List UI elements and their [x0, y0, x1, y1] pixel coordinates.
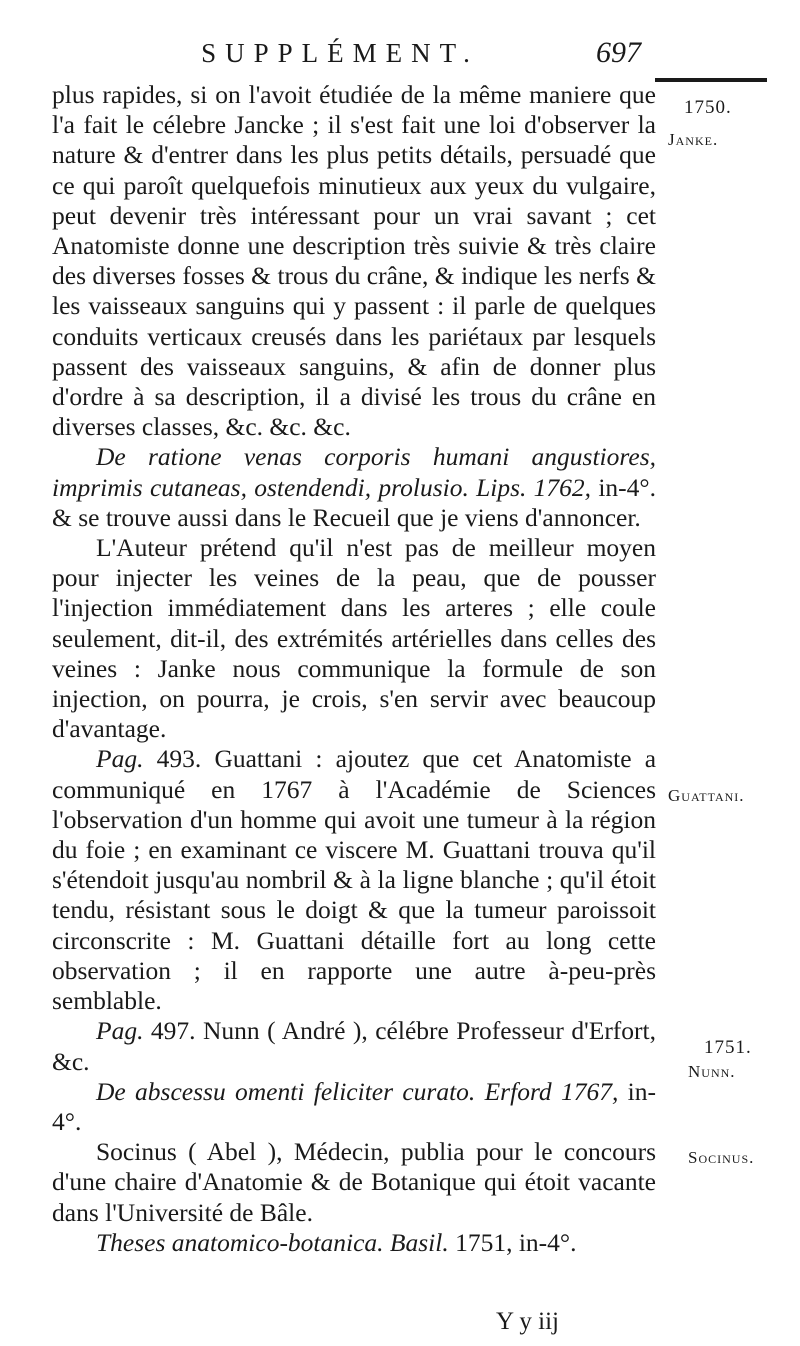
margin-rule [655, 78, 767, 82]
margin-year-1751: 1751. [704, 1037, 752, 1058]
page-reference: Pag. [96, 744, 144, 774]
paragraph-janke-continuation: plus rapides, si on l'avoit étudiée de la même maniere que l'a fait le célebre Jancke ; il s'est fait une loi d'observer la nature & d'entrer dans les plus petits détails, persuadé que ce qui paroît quelquefois minutieux aux yeux du vulgaire, peut devenir très intéressant pour un vrai savant ; cet Anatomiste donne une description très suivie & très claire des diverses fosses & trous du crâne, & indique les nerfs & les vaisseaux sanguins qui y passent : il parle de quelques conduits verticaux creusés dans les pariétaux par lesquels passent des vaisseaux sanguins, & afin de donner plus d'ordre à sa description, il a divisé les trous du crâne en diverses classes, &c. &c. &c. [52, 80, 656, 442]
citation-title: De ratione venas corporis humani angustiores, imprimis cutaneas, ostendendi, prolusio. Lips. 1762, [52, 442, 656, 502]
margin-year-1750: 1750. [684, 97, 732, 118]
paragraph-nunn-citation [52, 1077, 656, 1137]
citation-details: in-4°. [52, 1076, 656, 1136]
paragraph-nunn [52, 1016, 656, 1076]
paragraph-socinus: Socinus ( Abel ), Médecin, publia pour le concours d'une chaire d'Anatomie & de Botanique qui étoit vacante dans l'Université de Bâle. [52, 1137, 656, 1227]
nunn-text: 497. Nunn ( André ), célébre Professeur d'Erfort, &c. [52, 1016, 657, 1076]
citation-title: Theses anatomico-botanica. Basil. [96, 1227, 449, 1257]
page-number: 697 [596, 36, 641, 69]
margin-note-socinus [668, 1146, 798, 1170]
margin-name-socinus: Socinus. [688, 1148, 755, 1167]
margin-note-janke [668, 96, 798, 152]
citation-title: De abscessu omenti feliciter curato. Erford 1767, [96, 1076, 619, 1106]
paragraph-janke-injection: L'Auteur prétend qu'il n'est pas de meilleur moyen pour injecter les veines de la peau, que de pousser l'injection immédiatement dans les arteres ; elle coule seulement, dit-il, des extrémités artérielles dans celles des veines : Janke nous communique la formule de son injection, on pourra, je crois, s'en servir avec beaucoup d'avantage. [52, 533, 656, 744]
margin-name-nunn: Nunn. [688, 1062, 736, 1081]
running-header: SUPPLÉMENT. [201, 38, 479, 68]
page-reference: Pag. [96, 1016, 144, 1046]
paragraph-socinus-citation [52, 1228, 656, 1258]
citation-details: in-4°. & se trouve aussi dans le Recueil que je viens d'annoncer. [52, 472, 656, 532]
citation-details: 1751, in-4°. [455, 1227, 577, 1257]
guattani-text: 493. Guattani : ajoutez que cet Anatomiste a communiqué en 1767 à l'Académie de Sciences l'observation d'un homme qui avoit une tumeur à la région du foie ; en examinant ce viscere M. Guattani trouva qu'il s'étendoit jusqu'au nombril & à la ligne blanche ; qu'il étoit tendu, résistant sous le doigt & que la tumeur paroissoit circonscrite : M. Guattani détaille fort au long cette observation ; il en rapporte une autre à-peu-près semblable. [52, 744, 657, 1016]
main-text [52, 80, 656, 1258]
paragraph-janke-citation [52, 442, 656, 533]
signature-mark: Y y iij [496, 1308, 559, 1335]
margin-note-guattani [668, 784, 798, 808]
margin-name-guattani: Guattani. [668, 786, 745, 805]
margin-note-nunn [668, 1036, 798, 1084]
margin-name-janke: Janke. [668, 130, 719, 149]
paragraph-guattani [52, 744, 656, 1016]
